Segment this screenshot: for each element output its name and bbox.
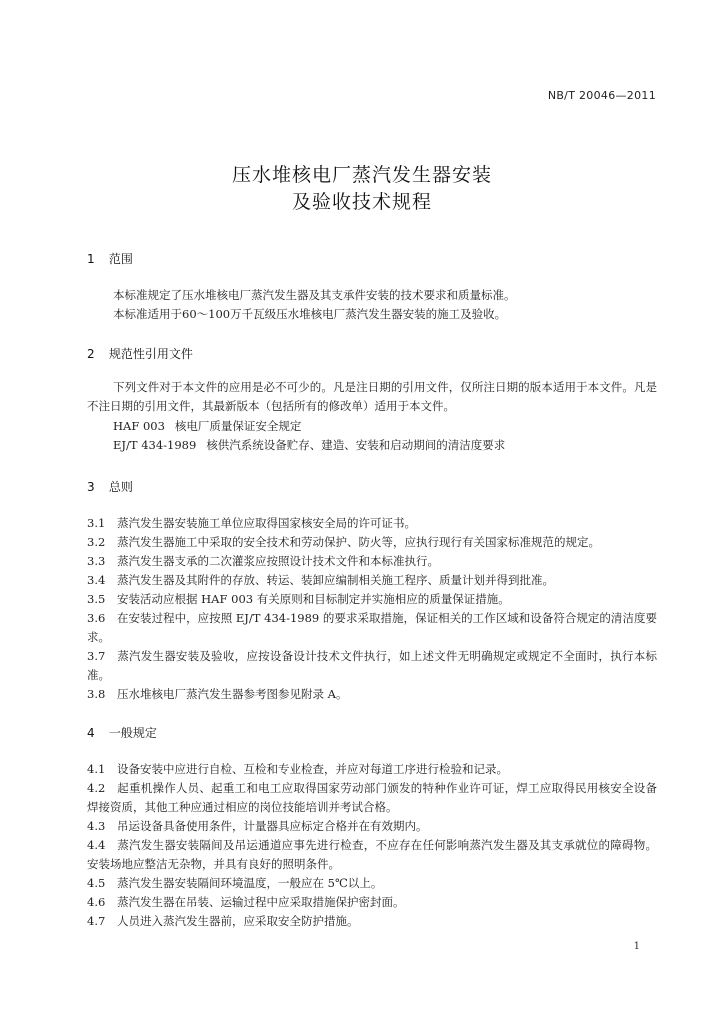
clause-item [87, 609, 657, 647]
clause-item [87, 590, 657, 609]
clause-item [87, 912, 657, 931]
reference-entry [113, 418, 301, 434]
clause-number: 4.4 [87, 838, 106, 852]
section-heading-scope [87, 250, 133, 267]
reference-code: HAF 003 [113, 419, 165, 433]
clause-text: 压水堆核电厂蒸汽发生器参考图参见附录 A。 [117, 687, 348, 701]
section-number: 4 [87, 726, 95, 740]
clause-text: 起重机操作人员、起重工和电工应取得国家劳动部门颁发的特种作业许可证，焊工应取得民用核安全设备焊接资质，其他工种应通过相应的岗位技能培训并考试合格。 [87, 781, 657, 814]
clause-number: 3.4 [87, 573, 106, 587]
clause-number: 4.1 [87, 762, 106, 776]
clause-item [87, 647, 657, 685]
document-title-line-2: 及验收技术规程 [291, 191, 432, 213]
clause-number: 3.8 [87, 687, 106, 701]
section-number: 1 [87, 252, 95, 266]
page-number: 1 [633, 941, 640, 952]
reference-title: 核电厂质量保证安全规定 [174, 419, 302, 433]
clause-number: 3.6 [87, 611, 106, 625]
clause-number: 3.2 [87, 535, 106, 549]
clause-item [87, 571, 657, 590]
section-title: 范围 [108, 252, 133, 266]
clause-text: 蒸汽发生器安装施工单位应取得国家核安全局的许可证书。 [117, 516, 416, 530]
section-heading-general-provisions [87, 724, 157, 741]
clause-text: 蒸汽发生器安装隔间及吊运通道应事先进行检查，不应存在任何影响蒸汽发生器及其支承就位的障碍物。安装场地应整洁无杂物，并具有良好的照明条件。 [87, 838, 657, 871]
clause-item [87, 779, 657, 817]
clause-number: 4.2 [87, 781, 106, 795]
paragraph: 本标准适用于60～100万千瓦级压水堆核电厂蒸汽发生器安装的施工及验收。 [113, 307, 507, 321]
clause-text: 吊运设备具备使用条件，计量器具应标定合格并在有效期内。 [117, 819, 428, 833]
clause-text: 蒸汽发生器支承的二次灌浆应按照设计技术文件和本标准执行。 [117, 554, 439, 568]
section-title: 一般规定 [108, 726, 157, 740]
paragraph: 下列文件对于本文件的应用是必不可少的。凡是注日期的引用文件，仅所注日期的版本适用于本文件。凡是不注日期的引用文件，其最新版本（包括所有的修改单）适用于本文件。 [87, 380, 657, 413]
reference-title: 核供汽系统设备贮存、建造、安装和启动期间的清洁度要求 [206, 438, 506, 452]
clause-number: 4.7 [87, 914, 106, 928]
clause-number: 4.3 [87, 819, 106, 833]
clause-number: 3.1 [87, 516, 106, 530]
clause-item [87, 893, 657, 912]
clause-item [87, 836, 657, 874]
standard-code: NB/T 20046—2011 [547, 89, 656, 102]
clause-item [87, 817, 657, 836]
clause-number: 4.5 [87, 876, 106, 890]
clause-number: 3.7 [87, 649, 106, 663]
reference-entry [113, 437, 505, 453]
section-heading-normative-references [87, 345, 193, 362]
clause-text: 人员进入蒸汽发生器前，应采取安全防护措施。 [117, 914, 359, 928]
clause-item [87, 552, 657, 571]
clause-number: 3.3 [87, 554, 106, 568]
clause-item [87, 760, 657, 779]
clause-text: 蒸汽发生器安装及验收，应按设备设计技术文件执行，如上述文件无明确规定或规定不全面时，执行本标准。 [87, 649, 657, 682]
clause-item [87, 514, 657, 533]
section-heading-general [87, 478, 133, 495]
clause-item [87, 874, 657, 893]
clause-item [87, 685, 657, 704]
clause-number: 4.6 [87, 895, 106, 909]
section-number: 3 [87, 480, 95, 494]
paragraph: 本标准规定了压水堆核电厂蒸汽发生器及其支承件安装的技术要求和质量标准。 [113, 288, 516, 302]
reference-code: EJ/T 434-1989 [113, 438, 197, 452]
clause-number: 3.5 [87, 592, 106, 606]
clause-text: 在安装过程中，应按照 EJ/T 434-1989 的要求采取措施，保证相关的工作区域和设备符合规定的清洁度要求。 [87, 611, 657, 644]
clause-text: 蒸汽发生器及其附件的存放、转运、装卸应编制相关施工程序、质量计划并得到批准。 [117, 573, 554, 587]
clause-item [87, 533, 657, 552]
section-title: 规范性引用文件 [108, 347, 193, 361]
clause-text: 蒸汽发生器施工中采取的安全技术和劳动保护、防火等，应执行现行有关国家标准规范的规定。 [117, 535, 600, 549]
section-number: 2 [87, 347, 95, 361]
clause-text: 蒸汽发生器在吊装、运输过程中应采取措施保护密封面。 [117, 895, 405, 909]
clause-text: 蒸汽发生器安装隔间环境温度，一般应在 5℃以上。 [117, 876, 383, 890]
section-title: 总则 [108, 480, 133, 494]
clause-text: 安装活动应根据 HAF 003 有关原则和目标制定并实施相应的质量保证措施。 [117, 592, 510, 606]
clause-text: 设备安装中应进行自检、互检和专业检查，并应对每道工序进行检验和记录。 [117, 762, 508, 776]
document-title-line-1: 压水堆核电厂蒸汽发生器安装 [231, 164, 492, 186]
